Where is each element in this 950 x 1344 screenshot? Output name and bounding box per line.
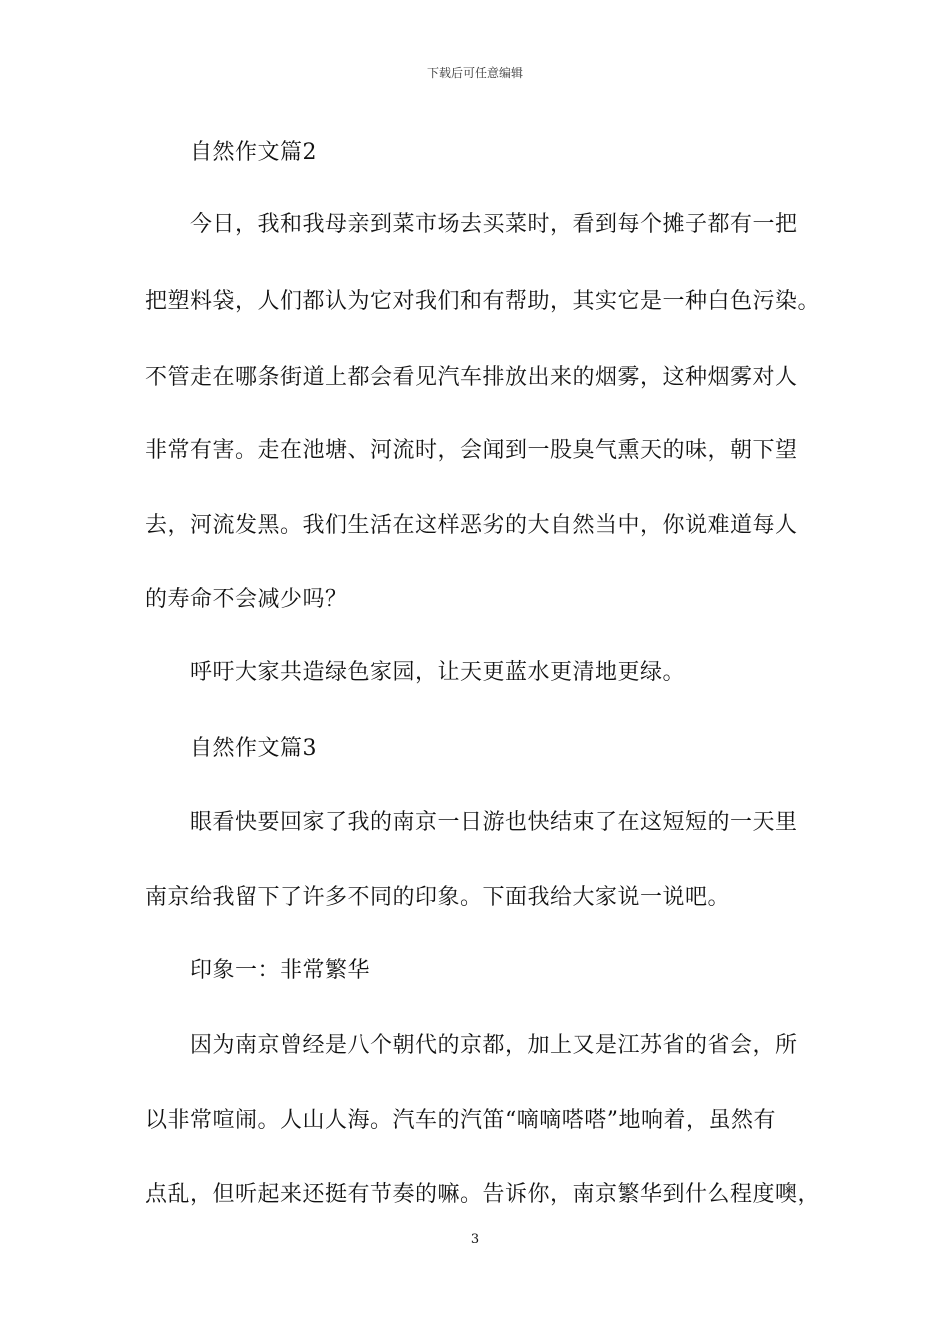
paragraph-line: 因为南京曾经是八个朝代的京都，加上又是江苏省的省会，所	[190, 1033, 798, 1058]
paragraph-line: 呼吁大家共造绿色家园，让天更蓝水更清地更绿。	[190, 660, 686, 685]
paragraph-line: 以非常喧闹。人山人海。汽车的汽笛“嘀嘀嗒嗒”地响着，虽然有	[145, 1108, 776, 1133]
paragraph-line: 去，河流发黑。我们生活在这样恶劣的大自然当中，你说难道每人	[145, 513, 798, 538]
paragraph-line: 非常有害。走在池塘、河流时，会闻到一股臭气熏天的味，朝下望	[145, 438, 798, 463]
subheading: 印象一：非常繁华	[190, 958, 371, 983]
paragraph-line: 的寿命不会减少吗？	[145, 587, 348, 612]
paragraph-line: 不管走在哪条街道上都会看见汽车排放出来的烟雾，这种烟雾对人	[145, 365, 798, 390]
paragraph-line: 点乱，但听起来还挺有节奏的嘛。告诉你，南京繁华到什么程度噢，	[145, 1182, 821, 1207]
paragraph-line: 今日，我和我母亲到菜市场去买菜时，看到每个摊子都有一把	[190, 212, 798, 237]
section-title: 自然作文篇2	[190, 140, 317, 165]
paragraph-line: 眼看快要回家了我的南京一日游也快结束了在这短短的一天里	[190, 810, 798, 835]
page-header: 下载后可任意编辑	[426, 66, 523, 80]
page-number: 3	[470, 1232, 480, 1247]
paragraph-line: 把塑料袋，人们都认为它对我们和有帮助，其实它是一种白色污染。	[145, 289, 821, 314]
section-title: 自然作文篇3	[190, 736, 317, 761]
paragraph-line: 南京给我留下了许多不同的印象。下面我给大家说一说吧。	[145, 885, 731, 910]
